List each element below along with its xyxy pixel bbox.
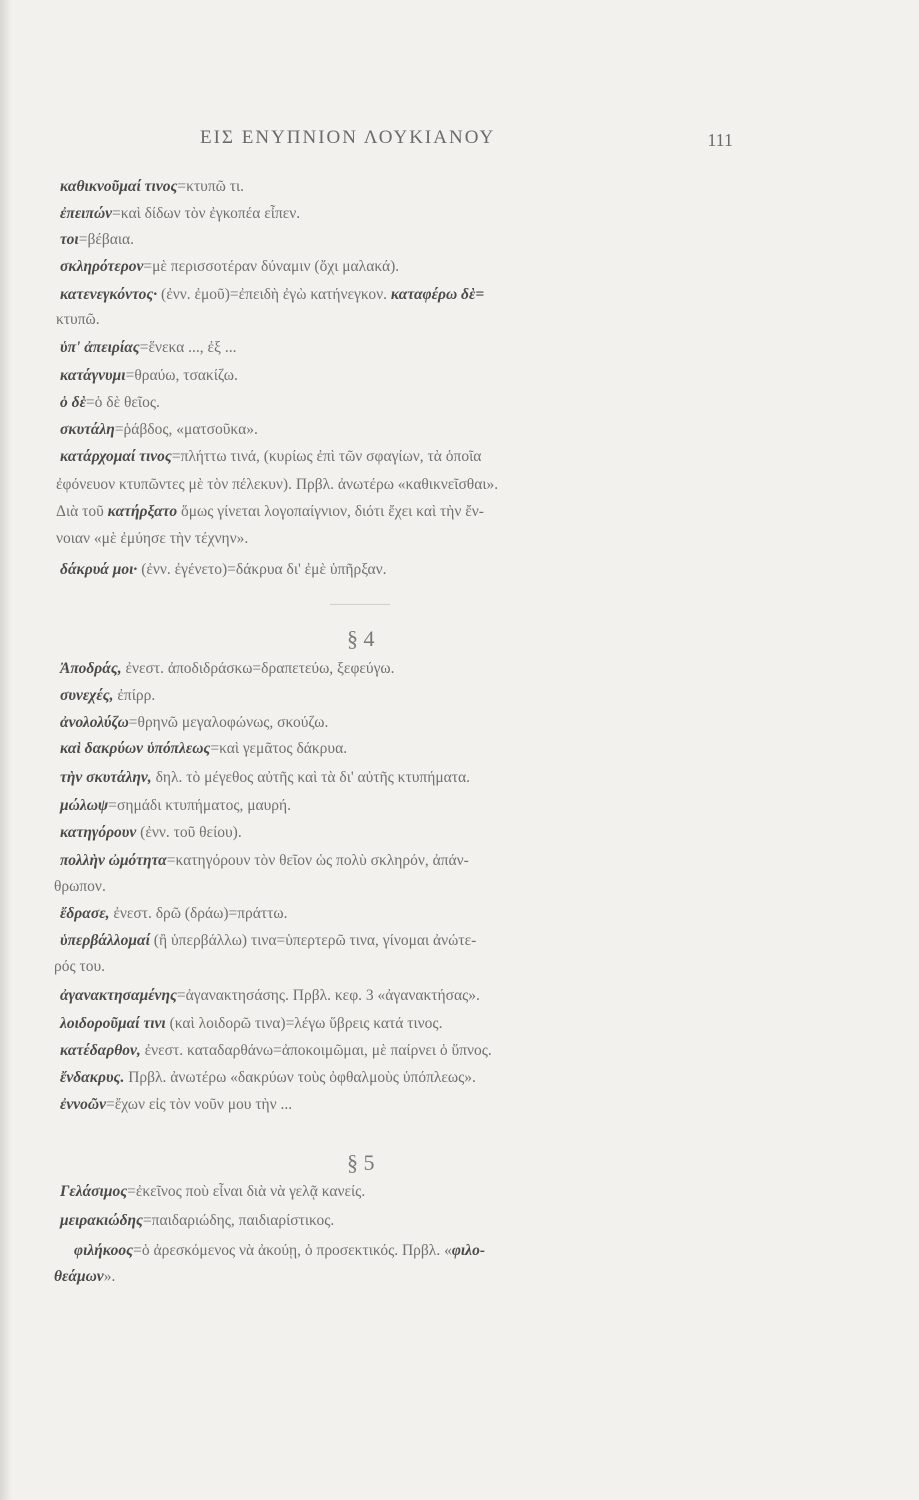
gloss-line: ρός του. (54, 958, 106, 975)
gloss-line: μειρακιώδης=παιδαριώδης, παιδιαρίστικος. (60, 1212, 335, 1229)
gloss-line: νοιαν «μὲ ἐμύησε τὴν τέχνην». (56, 530, 249, 547)
section-heading: § 5 (347, 1150, 375, 1175)
gloss-line: κατάρχομαί τινος=πλήττω τινά, (κυρίως ἐπὶ τῶν σφαγίων, τὰ ὁποῖα (60, 448, 482, 465)
gloss-line: θεάμων». (54, 1268, 116, 1285)
gloss-line: ἐννοῶν=ἔχων εἰς τὸν νοῦν μου τὴν ... (60, 1096, 293, 1113)
gloss-line: κατενεγκόντος· (ἐνν. ἐμοῦ)=ἐπειδὴ ἐγὼ κατήνεγκον. καταφέρω δὲ= (60, 286, 485, 303)
gloss-line: μώλωψ=σημάδι κτυπήματος, μαυρή. (60, 797, 292, 814)
gloss-line: ἔνδακρυς. Πρβλ. ἀνωτέρω «δακρύων τοὺς ὀφθαλμοὺς ὑπόπλεως». (60, 1069, 476, 1086)
section-heading: § 4 (347, 626, 375, 651)
gloss-line: θρωπον. (54, 878, 106, 895)
gloss-line: ἀνολολύζω=θρηνῶ μεγαλοφώνως, σκούζω. (60, 714, 329, 731)
gloss-line: ὑπ' ἀπειρίας=ἕνεκα ..., ἐξ ... (60, 339, 237, 356)
gloss-line: ὁ δὲ=ὁ δὲ θεῖος. (60, 394, 160, 411)
gloss-line: ἔδρασε, ἐνεστ. δρῶ (δράω)=πράττω. (60, 905, 288, 922)
gloss-line: καὶ δακρύων ὑπόπλεως=καὶ γεμᾶτος δάκρυα. (60, 740, 348, 757)
gloss-line: σκυτάλη=ῥάβδος, «ματσοῦκα». (60, 421, 258, 438)
gloss-line: τοι=βέβαια. (60, 231, 135, 248)
gloss-line: πολλὴν ὠμότητα=κατηγόρουν τὸν θεῖον ὡς πολὺ σκληρόν, ἀπάν- (60, 852, 469, 869)
gloss-line: ἐφόνευον κτυπῶντες μὲ τὸν πέλεκυν). Πρβλ. ἀνωτέρω «καθικνεῖσθαι». (56, 476, 499, 493)
gloss-line: σκληρότερον=μὲ περισσοτέραν δύναμιν (ὄχι μαλακά). (60, 258, 400, 275)
gloss-line: Ἀποδράς, ἐνεστ. ἀποδιδράσκω=δραπετεύω, ξεφεύγω. (60, 660, 395, 677)
gloss-line: ὑπερβάλλομαί (ἢ ὑπερβάλλω) τινα=ὑπερτερῶ τινα, γίνομαι ἀνώτε- (60, 932, 477, 949)
gloss-line: κατάγνυμι=θραύω, τσακίζω. (60, 367, 238, 384)
gloss-line: κατηγόρουν (ἐνν. τοῦ θείου). (60, 824, 242, 841)
running-head: ΕΙΣ ΕΝΥΠΝΙΟΝ ΛΟΥΚΙΑΝΟΥ (200, 127, 496, 148)
gloss-line: ἐπειπών=καὶ δίδων τὸν ἐγκοπέα εἶπεν. (60, 205, 301, 222)
gloss-line: Γελάσιμος=ἐκεῖνος ποὺ εἶναι διὰ νὰ γελᾷ κανείς. (60, 1183, 366, 1200)
gloss-line: κτυπῶ. (56, 311, 100, 328)
section-divider (330, 604, 390, 605)
gloss-line: καθικνοῦμαί τινος=κτυπῶ τι. (60, 178, 245, 195)
gloss-line: τὴν σκυτάλην, δηλ. τὸ μέγεθος αὐτῆς καὶ τὰ δι' αὐτῆς κτυπήματα. (60, 769, 470, 786)
page-gutter-shadow (0, 0, 12, 1500)
gloss-line: δάκρυά μοι· (ἐνν. ἐγένετο)=δάκρυα δι' ἐμὲ ὑπῆρξαν. (60, 561, 387, 578)
gloss-line: φιλήκοος=ὁ ἀρεσκόμενος νὰ ἀκούῃ, ὁ προσεκτικός. Πρβλ. «φιλο- (74, 1242, 485, 1259)
page-number: 111 (707, 130, 733, 150)
gloss-line: Διὰ τοῦ κατήρξατο ὅμως γίνεται λογοπαίγνιον, διότι ἔχει καὶ τὴν ἔν- (56, 503, 484, 520)
gloss-line: λοιδοροῦμαί τινι (καὶ λοιδορῶ τινα)=λέγω ὕβρεις κατά τινος. (60, 1015, 443, 1032)
gloss-line: ἀγανακτησαμένης=ἀγανακτησάσης. Πρβλ. κεφ. 3 «ἀγανακτήσας». (60, 987, 480, 1004)
gloss-line: κατέδαρθον, ἐνεστ. καταδαρθάνω=ἀποκοιμῶμαι, μὲ παίρνει ὁ ὕπνος. (60, 1042, 492, 1059)
gloss-line: συνεχές, ἐπίρρ. (60, 687, 156, 704)
